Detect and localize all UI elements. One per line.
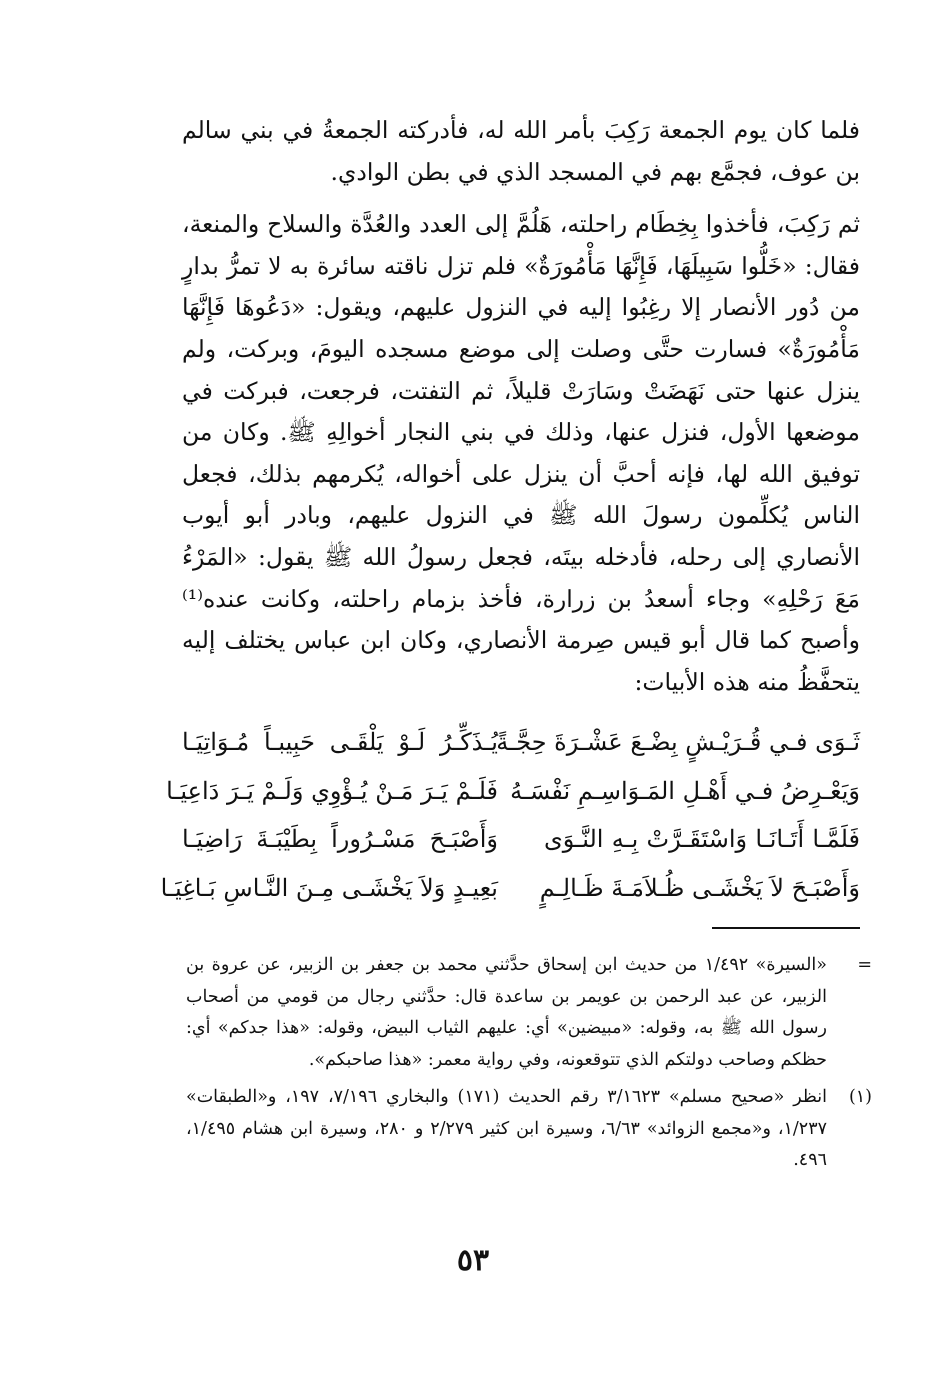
paragraph-friday-prayer: فلما كان يوم الجمعة رَكِبَ بأمر الله له، فأدركته الجمعةُ في بني سالم بن عوف، فجمَّع بهم في المسجد الذي في بطن الوادي. bbox=[182, 116, 860, 186]
footnote-marker: (١) bbox=[848, 1087, 872, 1107]
footnote-marker: = bbox=[857, 955, 872, 975]
verse-first-hemistich: فَلَمَّـا أَتَـانَـا وَاسْتَقَـرَّتْ بِـهِ النَّـوَى bbox=[544, 825, 860, 853]
footnote-1 bbox=[186, 1082, 872, 1177]
poem-verse bbox=[166, 767, 860, 816]
poem bbox=[160, 718, 860, 912]
footnote-continuation bbox=[186, 950, 872, 1076]
verse-first-hemistich: ثَـوَى فـي قُـرَيْـشٍ بِضْـعَ عَشْـرَةَ حِجَّـةً bbox=[496, 728, 860, 756]
paragraph-arrival-medina: ثم رَكِبَ، فأخذوا بِخِطَام راحلته، هَلُمَّ إلى العدد والعُدَّة والسلاح والمنعة، فقال: «خَلُّوا سَبِيلَهَا، فَإِنَّهَا مَأْمُورَةٌ» فلم تزل ناقته سائرة به لا تمرُّ بدارٍ من دُور الأنصار إلا رغِبُوا إليه في النزول عليهم، ويقول: «دَعُوهَا فَإِنَّهَا مَأْمُورَةٌ» فسارت حتَّى وصلت إلى موضع مسجده اليومَ، وبركت، ولم ينزل عنها حتى نَهَضَتْ وسَارَتْ قليلاً، ثم التفتت، فرجعت، فبركت في موضعها الأول، فنزل عنها، وذلك في بني النجار أخوالِهِ ﷺ. وكان من توفيق الله لها، فإنه أحبَّ أن ينزل على أخواله، يُكرمهم بذلك، فجعل الناس يُكلِّمون رسولَ الله ﷺ في النزول عليهم، وبادر أبو أيوب الأنصاري إلى رحله، فأدخله بيتَه، فجعل رسولُ الله ﷺ يقول: «المَرْءُ مَعَ رَحْلِهِ» وجاء أسعدُ بن زرارة، فأخذ بزمام راحلته، وكانت عنده⁽¹⁾ وأصبح كما قال أبو قيس صِرمة الأنصاري، وكان ابن عباس يختلف إليه يتحفَّظُ منه هذه الأبيات: bbox=[182, 210, 860, 696]
main-text bbox=[182, 110, 860, 703]
poem-verse bbox=[160, 864, 860, 913]
verse-second-hemistich: يُـذَكِّـرُ لَـوْ يَلْقَـى حَبِيبـاً مُـوَاتِيَـا bbox=[182, 728, 498, 756]
verse-second-hemistich: فَلَـمْ يَـرَ مَـنْ يُـؤْوِي وَلَـمْ يَـرَ دَاعِيَـا bbox=[166, 776, 498, 805]
page-number: ٥٣ bbox=[456, 1243, 490, 1278]
verse-first-hemistich: وَأَصْبَـحَ لاَ يَخْشَـى ظُـلاَمَـةَ ظَـالِـمٍ bbox=[539, 873, 860, 902]
verse-first-hemistich: وَيَعْـرِضُ فـي أَهْـلِ المَـوَاسِـمِ نَفْسَـهُ bbox=[510, 776, 860, 805]
poem-verse bbox=[182, 718, 860, 767]
verse-second-hemistich: وَأَصْبَـحَ مَسْـرُوراً بِطَيْبَـةَ رَاضِيَـا bbox=[182, 825, 498, 853]
footnote-text: «السيرة» ١/٤٩٢ من حديث ابن إسحاق حدَّثني محمد بن جعفر بن الزبير، عن عروة بن الزبير، عن عبد الرحمن بن عويمر بن ساعدة قال: حدَّثني رجال من قومي من أصحاب رسول الله ﷺ به، وقوله: «مبيضين» أي: عليهم الثياب البيض، وقوله: «هذا جدكم» أي: حظكم وصاحب دولتكم الذي تتوقعونه، وفي رواية معمر: «هذا صاحبكم». bbox=[186, 955, 828, 1070]
verse-second-hemistich: بَعِيـدٍ وَلاَ يَخْشَـى مِـنَ النَّـاسِ بَـاغِيَـا bbox=[160, 873, 498, 902]
poem-verse bbox=[182, 815, 860, 864]
footnote-separator bbox=[712, 927, 860, 929]
footnote-text: انظر «صحيح مسلم» ٣/١٦٢٣ رقم الحديث (١٧١) والبخاري ٧/١٩٦، ١٩٧، و«الطبقات» ١/٢٣٧، و«مجمع الزوائد» ٦/٦٣، وسيرة ابن كثير ٢/٢٧٩ و ٢٨٠، وسيرة ابن هشام ١/٤٩٥، ٤٩٦. bbox=[186, 1087, 827, 1170]
footnotes bbox=[186, 950, 872, 1177]
